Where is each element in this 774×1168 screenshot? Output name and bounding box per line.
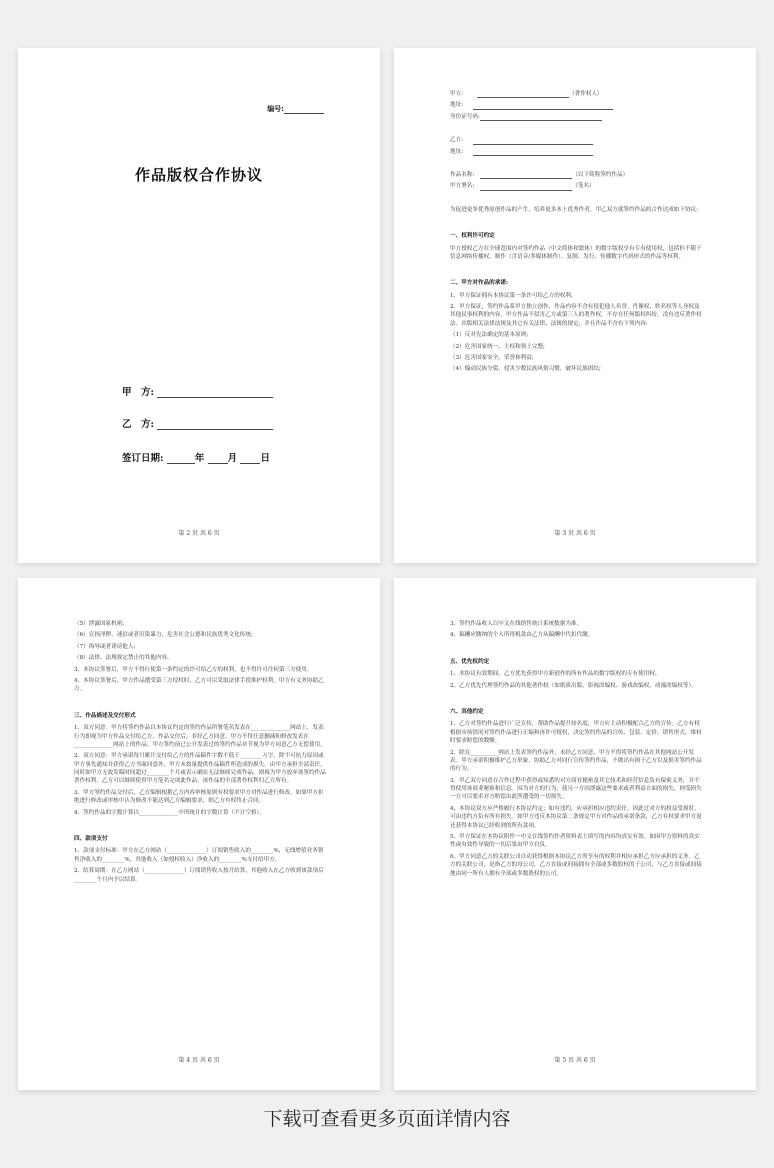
- section-6-title: 六、其他约定: [450, 708, 484, 715]
- page-number: 第 3 页 共 6 页: [554, 530, 596, 537]
- section-6-item: 2、除在__________网站上发表签约作品外，未经乙方同意，甲方不得将签约作品在其他网站公开发表。甲方承诺积极维护乙方形象，协助乙方对同行宣传签约作品，不做出有损于乙方以及损害签约作品的行为。: [450, 749, 702, 773]
- list-item: 3、签约作品收入以中文在线销售统计系统数据为准。: [450, 621, 583, 627]
- party-b-blank: [157, 418, 273, 430]
- contract-number-line: 编号:: [267, 104, 324, 114]
- party-a-line: 甲 方:: [122, 384, 273, 398]
- list-item: （7）侮辱或者诽谤他人;: [74, 643, 136, 650]
- download-more-caption: 下载可查看更多页面详情内容: [263, 1108, 511, 1130]
- page-5: [394, 578, 756, 1090]
- section-2-item: （4）煽动民族分裂，侵害少数民族风俗习惯，破坏民族团结;: [450, 366, 601, 373]
- section-5-title: 五、优先权约定: [450, 658, 490, 665]
- field-party-b: 乙方:: [450, 136, 704, 144]
- list-item: （6）宣扬淫秽、迷信或者渲染暴力，危害社会公德和民族优秀文化传统;: [74, 632, 253, 639]
- page-3: [394, 48, 756, 563]
- page-4: [18, 578, 380, 1090]
- intro-paragraph: 为促进更多优秀原创作品的产生，培养更多本土优秀作者，甲乙双方就签约作品的合作达成如下协议:: [450, 206, 699, 213]
- section-2-item: 2、甲方保证，签约作品系甲方独立创作，作品内容不含有侵犯他人名誉、肖像权、姓名权等人身权及其他民事权利的内容，甲方作品不侵害乙方或第三人的著作权，不存在任何版权纠纷，没有违反著作权法、出版相关法律法规及其它有关法律、法规的规定，并且作品不含有下列内容:: [450, 304, 702, 327]
- field-party-a-id: 身份证号码:: [450, 113, 704, 121]
- list-item: （5）泄露国家机密;: [74, 621, 125, 627]
- field-work-name: 作品名称: （以下简称签约作品）: [450, 171, 629, 178]
- page-number: 第 4 页 共 6 页: [178, 1057, 220, 1064]
- field-party-a: 甲方: （著作权人）: [450, 91, 603, 97]
- page-3-body: [450, 90, 704, 377]
- list-item: （8）法律、法规规定禁止的其他内容。: [74, 655, 173, 662]
- section-1-title: 一、权利许可约定: [450, 233, 495, 240]
- list-item: 4、本协议签署后，甲方作品遭受第三方侵权时，乙方可以采取法律手段维护权利，甲方有义务协助乙方。: [74, 677, 324, 693]
- section-5-item: 2、乙方优先代理签约作品的其他著作权（如纸质出版、影视改编权、游戏改编权、动漫改编权等）。: [450, 682, 697, 689]
- page-5-body: [450, 620, 704, 881]
- section-6-item: 5、甲方保证在本协议附件一中文在线签约作者资料表上填写的内容均真实有效。如因甲方资料的真实性或有效性导致的一切后果由甲方自负。: [450, 834, 700, 849]
- sign-date-line: 签订日期: 年 月 日: [122, 453, 270, 464]
- section-5-item: 1、本协议有效期间，乙方优先获得甲方新创作的所有作品的数字版权的专有使用权。: [450, 671, 661, 678]
- section-1-text: 甲方授权乙方在全球范围内对签约作品（中文简体和繁体）的数字版权享有专有使用权，包括但不限于信息网络传播权，制作（含语音/多媒体制作）、复制、发行、传播数字代码形式的作品等权利。: [450, 245, 702, 260]
- field-party-b-address: 地址:: [450, 148, 704, 156]
- list-item: 4、稿酬应缴纳的个人所得税款由乙方从稿酬中代扣代缴。: [450, 632, 594, 639]
- party-b-line: 乙 方:: [122, 416, 273, 430]
- document-title: 作品版权合作协议: [134, 166, 263, 184]
- contract-number-blank: [284, 105, 324, 114]
- party-a-blank: [157, 386, 273, 398]
- section-6-item: 6、甲方同意乙方的关联公司自动获得根据本协议乙方所享有的权利并相应承担乙方应承担的义务。乙方的关联公司，是指乙方的母公司，乙方直接或间接拥有全部或多数股权的子公司，与乙方直接或间接地由同一所有人拥有全部或多数股权的公司。: [450, 853, 702, 877]
- section-3-item: 3、甲方签约作品交付后，乙方编辑根据乙方内容审核原则有权要求甲方对作品进行修改。如果甲方拒绝进行修改或审核中认为修改不能达到乙方编辑要求，则乙方有权终止合同。: [74, 789, 324, 805]
- section-6-item: 4、本协议双方应严格履行本协议约定；如有违约，应承担相应违约责任。因此过对方的权益受损时，可由违约方负有所有损失。如甲方违反本协议第二条规定甲方对作品的承诺条款，乙方有权要求甲方返还获得本协议已经收到的所有款项。: [450, 805, 702, 829]
- section-2-title: 二、甲方对作品的承诺:: [450, 280, 509, 287]
- section-6-item: 3、甲乙双方同意在合作过程中获得或知悉的对方商业秘密及其它技术和经营信息负有保密义务，并不得使用该商业秘密和信息。因为对方的行为，使另一方因泄露这些要求或者利益方面的损失，则受损失一方可以要求对方赔偿由此所遭受的一切损失。: [450, 777, 702, 801]
- section-2-item: （2）危害国家统一、主权和领土完整;: [450, 343, 545, 350]
- section-6-item: 1、乙方对签约作品进行广泛宣传，帮助作品提升知名度，甲方应主动积极配合乙方的宣传。乙方有权根据市场情况对签约作品进行正编和再许可授权，决定签约作品的宣传、包装、定价、销售形式，维权时要求赔偿的数额。: [450, 721, 702, 745]
- section-4-title: 四、款项支付: [74, 836, 108, 843]
- field-pen-name: 甲方署名: （笔名）: [450, 183, 595, 190]
- section-2-item: （3）危害国家安全、荣誉和利益;: [450, 355, 534, 362]
- section-3-title: 三、作品描述及交付形式: [74, 712, 136, 719]
- page-number: 第 2 页 共 6 页: [178, 530, 220, 537]
- section-2-item: （1）反对宪法确定的基本原则;: [450, 332, 529, 339]
- field-party-a-address: 地址:: [450, 101, 704, 109]
- section-3-item: 4、签约作品的字数计算以______________中所统计的字数计算（不计空格）。: [74, 809, 265, 816]
- section-2-item: 1、甲方保证拥有本协议第一条许可给乙方的权利。: [450, 292, 577, 299]
- page-4-body: [74, 620, 328, 887]
- list-item: 3、本协议签署后，甲方不得行使第一条约定的许可给乙方的权利，也不得许可任何第三方使用。: [74, 666, 313, 673]
- cover-page: [18, 48, 380, 563]
- section-4-item: 1、款项支付标准：甲方在乙方网站（______________）订阅销售收入的________%，无线增值业务销售净收入的________%，其他收入（如授权收入）净收入的________%支付给甲方。: [74, 848, 324, 863]
- page-number: 第 5 页 共 6 页: [554, 1057, 596, 1064]
- section-4-item: 2、结算周期：在乙方网站（______________）订阅销售收入按月结算，其他收入在乙方收到该款项后________个月内予以结算。: [74, 868, 324, 883]
- section-3-item: 1、双方同意：甲方将签约作品以本协议约定的签约作品所署笔名发表在______________网站上，发表行为即视为甲方作品交付给乙方。作品交付后，非经乙方同意，甲方不得任意删减和修改发表在______________网站上的作品。甲方签约前已公开发表过的签约作品章节视为甲方同意乙方无偿使用。: [74, 725, 326, 748]
- section-3-item: 2、双方同意：甲方承诺每月累计交付给乙方的作品稿件字数不低于________万字。除不可抗力原因或甲方事先通知并获得乙方书面同意外，甲方未按量提供作品稿件所造成的损失，由甲方承担全部责任，同时如甲方无故发稿时间超过________个月或表示确实无法继续完成作品，则视为甲方放弃该签约作品著作权利，乙方可以继续使用甲方笔名完成此作品，该作品的全部著作权利归乙方所有。: [74, 753, 326, 785]
